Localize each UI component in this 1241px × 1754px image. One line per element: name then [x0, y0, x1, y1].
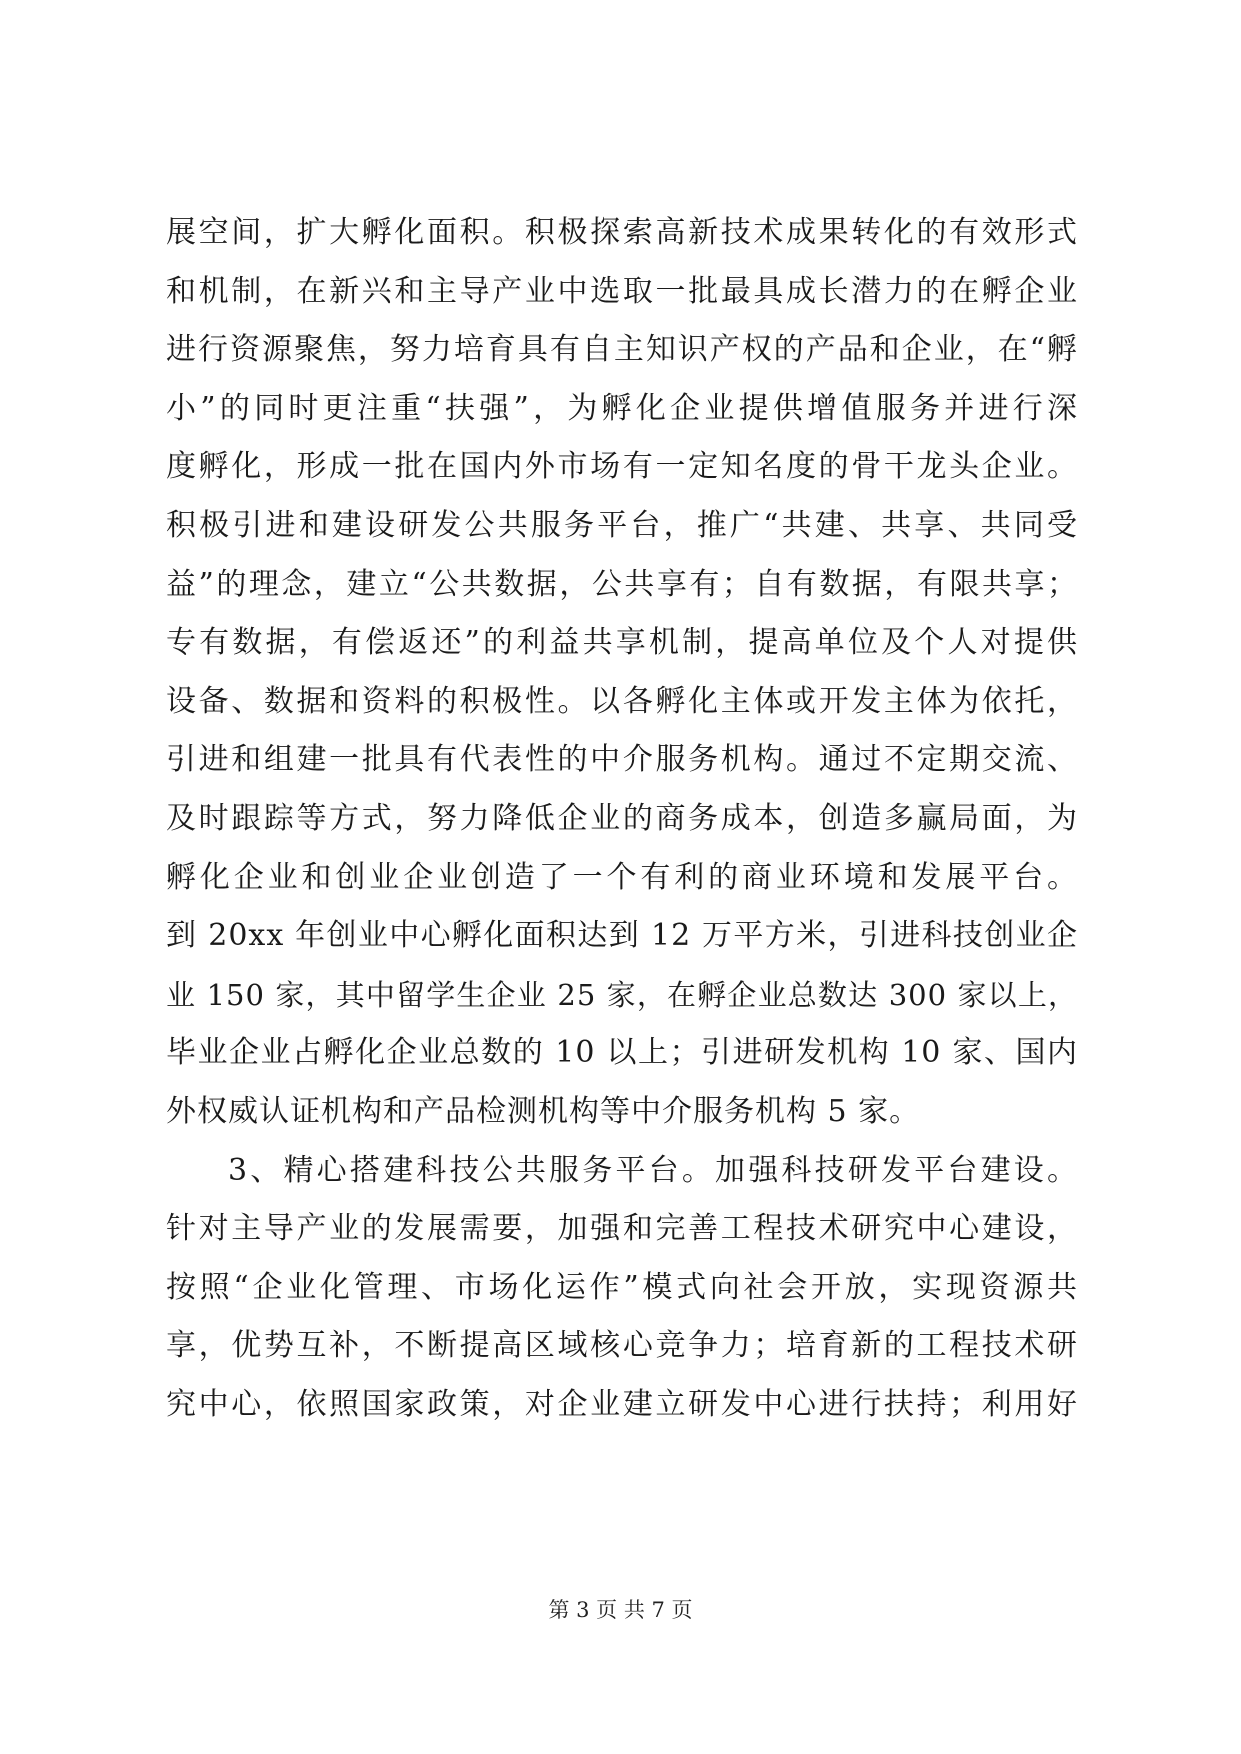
text-line: 业 150 家，其中留学生企业 25 家，在孵企业总数达 300 家以上，	[166, 977, 1078, 1012]
text-line: 小”的同时更注重“扶强”，为孵化企业提供增值服务并进行深	[166, 390, 1078, 426]
text-line: 展空间，扩大孵化面积。积极探索高新技术成果转化的有效形式	[166, 215, 1078, 250]
paragraph	[166, 1142, 1078, 1435]
text-line: 到 20xx 年创业中心孵化面积达到 12 万平方米，引进科技创业企	[166, 918, 1078, 954]
text-line: 和机制，在新兴和主导产业中选取一批最具成长潜力的在孵企业	[166, 273, 1078, 309]
text-line: 引进和组建一批具有代表性的中介服务机构。通过不定期交流、	[166, 742, 1078, 778]
text-line: 进行资源聚焦，努力培育具有自主知识产权的产品和企业，在“孵	[166, 332, 1078, 368]
text-line: 享，优势互补，不断提高区域核心竞争力；培育新的工程技术研	[166, 1328, 1078, 1364]
text-line: 孵化企业和创业企业创造了一个有利的商业环境和发展平台。	[166, 859, 1078, 895]
text-line: 度孵化，形成一批在国内外市场有一定知名度的骨干龙头企业。	[166, 449, 1078, 485]
text-line: 毕业企业占孵化企业总数的 10 以上；引进研发机构 10 家、国内	[166, 1035, 1078, 1071]
text-line: 究中心，依照国家政策，对企业建立研发中心进行扶持；利用好	[166, 1386, 1078, 1422]
text-line: 3、精心搭建科技公共服务平台。加强科技研发平台建设。	[228, 1152, 1078, 1188]
text-line: 外权威认证机构和产品检测机构等中介服务机构 5 家。	[166, 1093, 921, 1129]
text-line: 专有数据，有偿返还”的利益共享机制，提高单位及个人对提供	[166, 625, 1078, 661]
text-line: 及时跟踪等方式，努力降低企业的商务成本，创造多赢局面，为	[166, 800, 1078, 836]
paragraph	[166, 204, 1078, 1142]
page-footer	[0, 1594, 1241, 1624]
body-text	[166, 204, 1078, 1434]
text-line: 益”的理念，建立“公共数据，公共享有；自有数据，有限共享；	[166, 566, 1078, 602]
text-line: 按照“企业化管理、市场化运作”模式向社会开放，实现资源共	[166, 1269, 1078, 1305]
text-line: 设备、数据和资料的积极性。以各孵化主体或开发主体为依托，	[166, 683, 1078, 719]
text-line: 针对主导产业的发展需要，加强和完善工程技术研究中心建设，	[166, 1211, 1078, 1247]
page-number-label: 第 3 页 共 7 页	[548, 1598, 693, 1622]
text-line: 积极引进和建设研发公共服务平台，推广“共建、共享、共同受	[166, 507, 1078, 543]
